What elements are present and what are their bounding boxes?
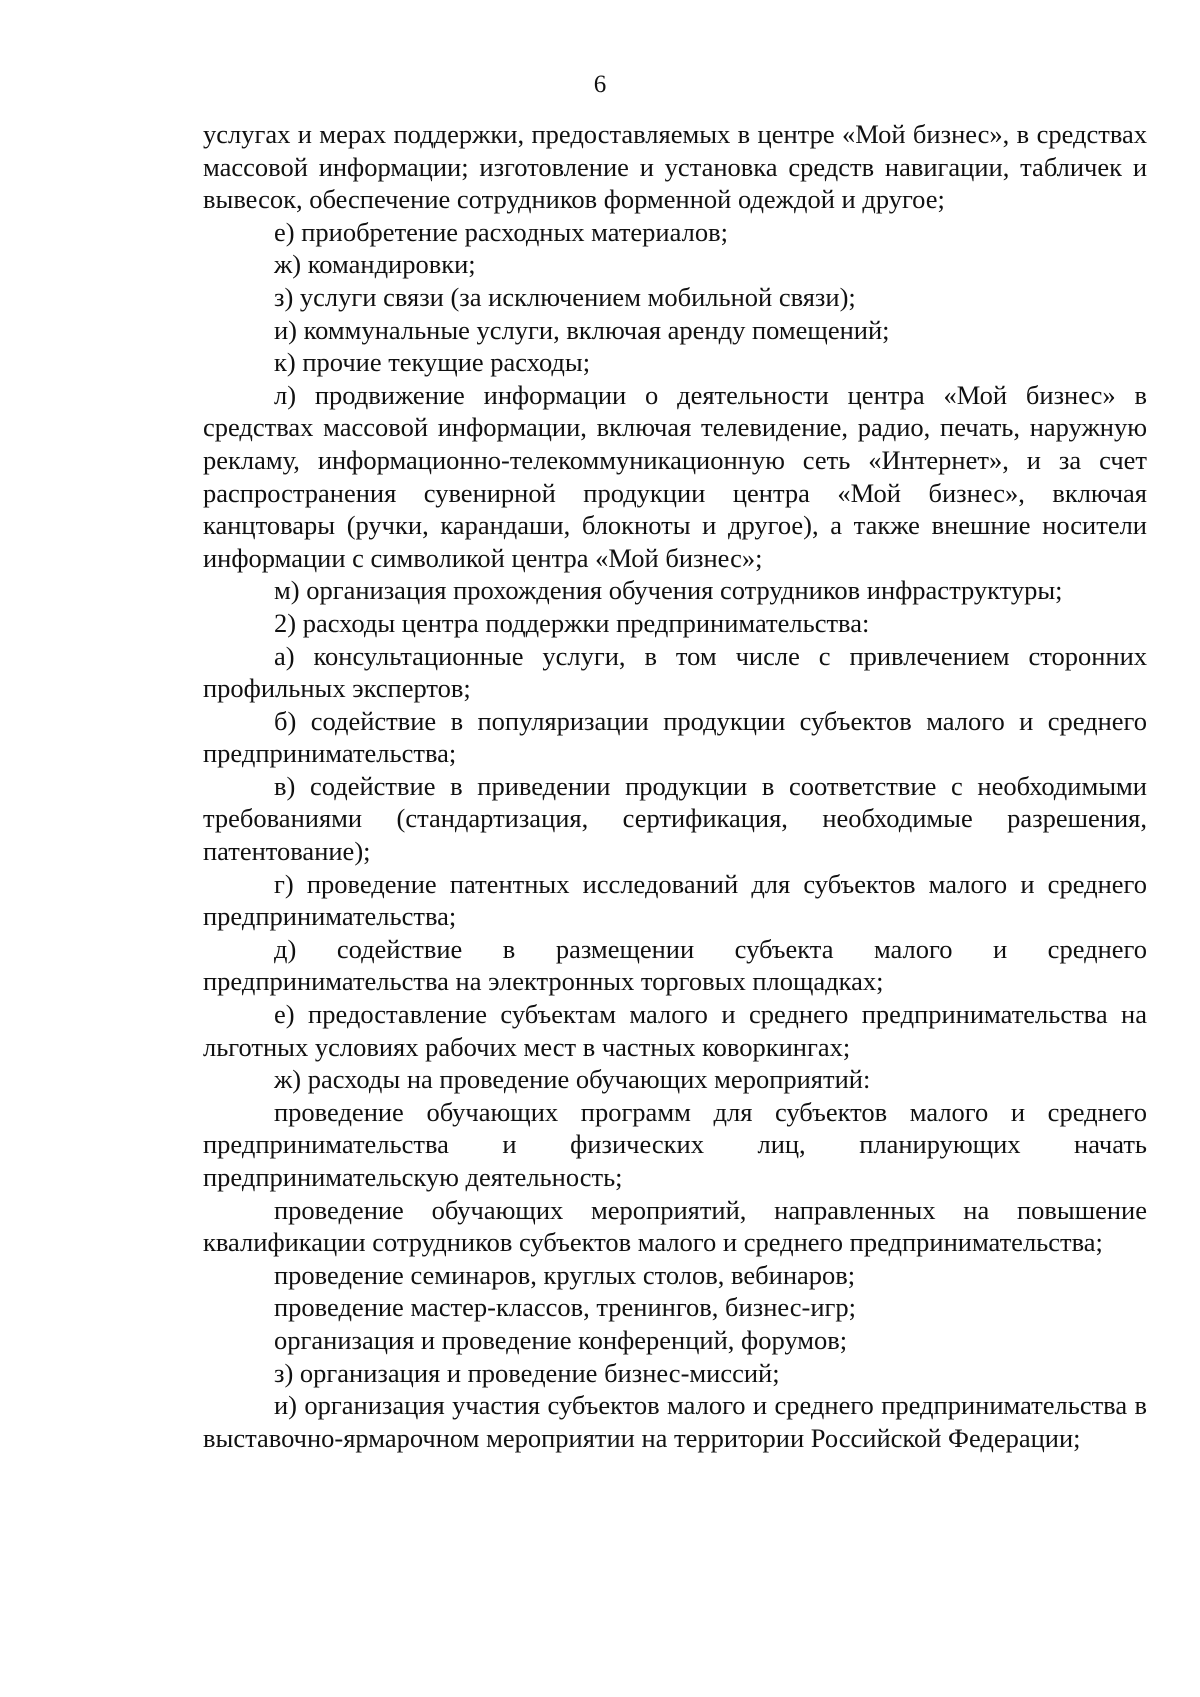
paragraph: д) содействие в размещении субъекта малого и среднего предпринимательства на электронных торговых площадках; — [203, 933, 1147, 997]
paragraph: услугах и мерах поддержки, предоставляемых в центре «Мой бизнес», в средствах массовой информации; изготовление и установка средств навигации, табличек и вывесок, обеспечение сотрудников форменной одеждой и другое; — [203, 119, 1147, 215]
paragraph: в) содействие в приведении продукции в соответствие с необходимыми требованиями (стандартизация, сертификация, необходимые разрешения, патентование); — [203, 770, 1147, 867]
paragraph: ж) расходы на проведение обучающих мероприятий: — [274, 1064, 871, 1095]
paragraph: г) проведение патентных исследований для субъектов малого и среднего предпринимательства; — [203, 868, 1147, 932]
paragraph: проведение мастер-классов, тренингов, бизнес-игр; — [274, 1292, 857, 1323]
document-body — [203, 118, 1147, 1454]
paragraph: и) коммунальные услуги, включая аренду помещений; — [274, 314, 890, 345]
paragraph: организация и проведение конференций, форумов; — [274, 1324, 848, 1355]
paragraph: з) организация и проведение бизнес-миссий; — [274, 1357, 780, 1388]
paragraph: ж) командировки; — [274, 249, 476, 280]
paragraph: м) организация прохождения обучения сотрудников инфраструктуры; — [274, 575, 1063, 606]
paragraph: л) продвижение информации о деятельности центра «Мой бизнес» в средствах массовой информации, включая телевидение, радио, печать, наружную рекламу, информационно-телекоммуникационную сеть «Интернет», и за счет распространения сувенирной продукции центра «Мой бизнес», включая канцтовары (ручки, карандаши, блокноты и другое), а также внешние носители информации с символикой центра «Мой бизнес»; — [203, 379, 1147, 573]
paragraph: проведение обучающих мероприятий, направленных на повышение квалификации сотрудников субъектов малого и среднего предпринимательства; — [203, 1194, 1147, 1258]
paragraph: з) услуги связи (за исключением мобильной связи); — [274, 281, 856, 312]
paragraph: и) организация участия субъектов малого и среднего предпринимательства в выставочно-ярмарочном мероприятии на территории Российской Федерации; — [203, 1390, 1147, 1453]
page-number: 6 — [593, 71, 607, 98]
paragraph: 2) расходы центра поддержки предпринимательства: — [274, 607, 870, 638]
paragraph: е) приобретение расходных материалов; — [274, 216, 728, 247]
paragraph: б) содействие в популяризации продукции субъектов малого и среднего предпринимательства; — [203, 705, 1147, 769]
paragraph: е) предоставление субъектам малого и среднего предпринимательства на льготных условиях рабочих мест в частных коворкингах; — [203, 999, 1147, 1062]
paragraph: проведение обучающих программ для субъектов малого и среднего предпринимательства и физических лиц, планирующих начать предпринимательскую деятельность; — [203, 1096, 1147, 1192]
paragraph: а) консультационные услуги, в том числе с привлечением сторонних профильных экспертов; — [203, 640, 1147, 704]
paragraph: к) прочие текущие расходы; — [274, 347, 591, 378]
paragraph: проведение семинаров, круглых столов, вебинаров; — [274, 1259, 856, 1290]
